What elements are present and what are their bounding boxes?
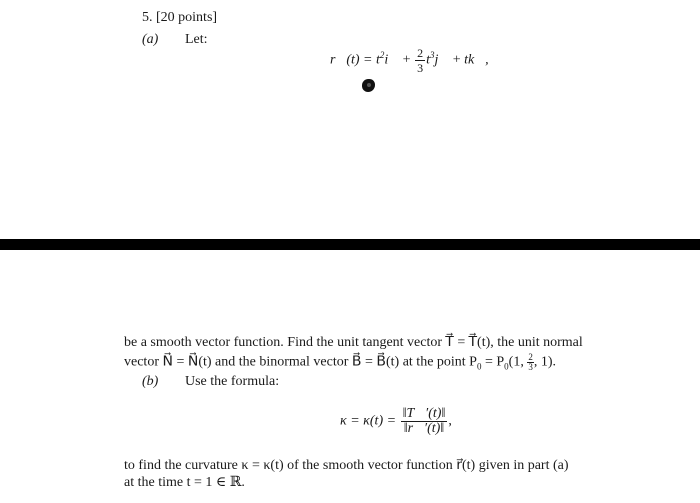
equation-plus-2: + bbox=[449, 52, 465, 68]
curvature-lhs: κ = κ(t) = bbox=[340, 413, 400, 429]
vector-function-equation bbox=[330, 46, 489, 75]
final-line-1: to find the curvature κ = κ(t) of the smooth vector function r⃗(t) given in part (a) bbox=[124, 458, 569, 473]
part-b-intro: Use the formula: bbox=[185, 374, 280, 389]
equation-unit-i: i⃗ bbox=[384, 52, 400, 68]
equation-lhs: r⃗(t) = bbox=[330, 52, 376, 68]
curvature-formula bbox=[340, 407, 452, 436]
point-coordinates-post: , 1). bbox=[533, 354, 556, 370]
problem-number: 5. [20 points] bbox=[142, 10, 218, 25]
curvature-numerator: ‖T⃗′(t)‖ bbox=[402, 406, 446, 421]
equation-t-squared: t bbox=[376, 52, 380, 68]
subscript-zero-a: 0 bbox=[476, 361, 482, 372]
curvature-denominator: ‖r⃗′(t)‖ bbox=[403, 421, 445, 436]
ink-blot bbox=[362, 79, 375, 92]
equation-t-cubed: t bbox=[426, 52, 430, 68]
point-fraction-denominator: 3 bbox=[528, 362, 533, 372]
equation-exponent-2: 2 bbox=[379, 50, 385, 61]
equation-plus-1: + bbox=[399, 52, 415, 68]
continuation-line-2 bbox=[124, 353, 556, 375]
part-a-label: (a) bbox=[142, 32, 159, 47]
curvature-fraction bbox=[401, 407, 448, 436]
curvature-trailing-comma: , bbox=[448, 413, 452, 429]
continuation-line-2-mid: = P bbox=[481, 354, 505, 370]
part-b-label: (b) bbox=[142, 374, 159, 389]
final-line-2: at the time t = 1 ∈ ℝ. bbox=[124, 475, 245, 490]
equation-exponent-3: 3 bbox=[429, 50, 435, 61]
equation-unit-j: j⃗ bbox=[434, 52, 450, 68]
equation-fraction bbox=[415, 46, 425, 75]
continuation-line-1: be a smooth vector function. Find the unit tangent vector T⃗ = T⃗(t), the unit normal bbox=[124, 335, 583, 350]
subscript-zero-b: 0 bbox=[504, 361, 509, 372]
point-coordinates-pre: (1, bbox=[508, 354, 528, 370]
equation-tk: tk⃗, bbox=[464, 52, 489, 68]
redaction-bar bbox=[0, 239, 700, 250]
point-fraction-numerator: 2 bbox=[528, 352, 533, 362]
part-a-intro: Let: bbox=[185, 32, 208, 47]
equation-fraction-numerator: 2 bbox=[417, 46, 424, 60]
continuation-line-2-pre: vector N⃗ = N⃗(t) and the binormal vector B⃗ = B⃗(t) at the point P bbox=[124, 354, 477, 370]
equation-fraction-denominator: 3 bbox=[417, 61, 424, 75]
